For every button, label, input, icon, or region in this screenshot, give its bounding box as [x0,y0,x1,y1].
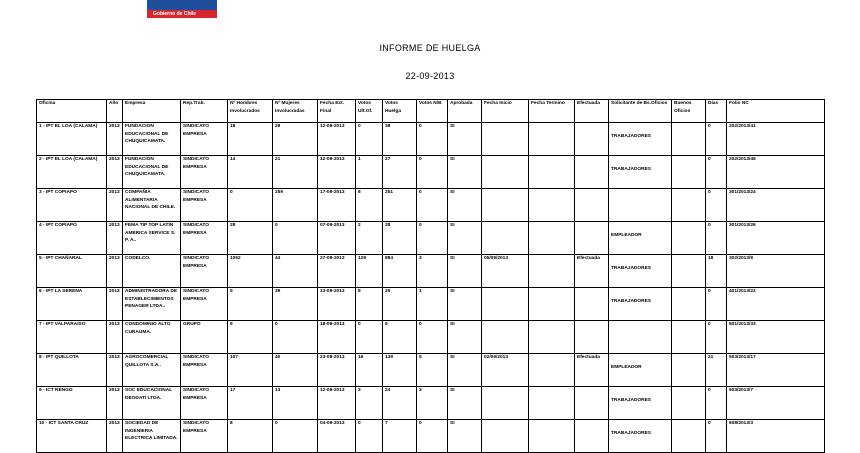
cell-efectuada [575,288,609,321]
cell-solicitante [609,123,672,156]
cell-solicitante [609,255,672,288]
cell-oficina: 3 - IPT COPIAPO [37,189,107,222]
cell-votos-nb: 0 [417,123,448,156]
cell-folio: 301/2013/24 [727,189,825,222]
cell-aprobada: SI [448,387,482,420]
cell-rep: SINDICATO EMPRESA [181,123,228,156]
cell-empresa: FUNDACION EDUCACIONAL DE CHUQUICAMATA. [123,156,181,189]
cell-anio: 2013 [107,222,123,255]
cell-fecha-termino [529,387,575,420]
cell-dias: 0 [706,156,727,189]
cell-votos-ult: 0 [356,321,383,354]
cell-rep: GRUPO [181,321,228,354]
cell-votos-ult: 16 [356,354,383,387]
cell-fecha-termino [529,222,575,255]
cell-votos-nb: 3 [417,387,448,420]
cell-oficina: 2 - IPT EL LOA (CALAMA) [37,156,107,189]
cell-oficina: 6 - IPT LA SERENA [37,288,107,321]
cell-buenos [672,354,706,387]
cell-hombres: 14 [228,156,273,189]
col-solicitante: Solicitante de Bs.Oficios [609,100,672,123]
col-hombres: Nº Hombres Involucrados [228,100,273,123]
col-fecha-ext: Fecha Ext. Final [318,100,356,123]
cell-folio: 503/2013/17 [727,354,825,387]
cell-efectuada [575,321,609,354]
cell-folio: 608/2013/3 [727,420,825,453]
cell-dias: 0 [706,189,727,222]
cell-fecha-inicio [482,288,529,321]
cell-anio: 2013 [107,354,123,387]
cell-efectuada [575,222,609,255]
cell-solicitante [609,222,672,255]
cell-efectuada [575,189,609,222]
cell-rep: SINDICATO EMPRESA [181,255,228,288]
cell-fecha-ext: 12-09-2013 [318,156,356,189]
cell-votos-nb: 1 [417,288,448,321]
cell-folio: 603/2013/7 [727,387,825,420]
cell-votos-huelga: 27 [383,156,417,189]
cell-aprobada: SI [448,123,482,156]
cell-anio: 2013 [107,288,123,321]
table-row [37,354,825,387]
cell-folio: 202/2013/41 [727,123,825,156]
cell-empresa: SOCIEDAD DE INGENIERIA ELECTRICA LIMITADA. [123,420,181,453]
cell-efectuada [575,123,609,156]
col-votos-ult: Votos Ult.Of. [356,100,383,123]
cell-oficina: 1 - IPT EL LOA (CALAMA) [37,123,107,156]
cell-fecha-inicio [482,321,529,354]
cell-aprobada: SI [448,189,482,222]
cell-folio: 301/2013/26 [727,222,825,255]
cell-fecha-ext: 23-08-2013 [318,354,356,387]
cell-mujeres: 0 [273,222,318,255]
cell-fecha-termino [529,288,575,321]
cell-anio: 2013 [107,123,123,156]
cell-rep: SINDICATO EMPRESA [181,288,228,321]
cell-fecha-inicio [482,189,529,222]
col-aprobada: Aprobada [448,100,482,123]
cell-hombres: 28 [228,222,273,255]
cell-votos-nb: 0 [417,189,448,222]
cell-votos-huelga: 7 [383,420,417,453]
cell-mujeres: 44 [273,255,318,288]
solicitante-value: TRABAJADORES [611,398,651,403]
cell-dias: 0 [706,222,727,255]
col-rep-trab: Rep.Trab. [181,100,228,123]
col-buenos-oficios: Buenos Oficios [672,100,706,123]
cell-solicitante [609,321,672,354]
logo-red-band [147,10,217,18]
logo-blue-band [147,0,217,10]
cell-votos-nb: 0 [417,156,448,189]
cell-aprobada: SI [448,420,482,453]
report-date: 22-09-2013 [405,71,455,81]
cell-fecha-inicio: 02/09/2013 [482,354,529,387]
cell-votos-huelga: 38 [383,123,417,156]
col-fecha-termino: Fecha Termino [529,100,575,123]
cell-votos-ult: 8 [356,288,383,321]
cell-fecha-inicio [482,387,529,420]
cell-solicitante [609,288,672,321]
cell-buenos [672,420,706,453]
cell-solicitante [609,354,672,387]
cell-fecha-ext: 12-09-2013 [318,123,356,156]
cell-fecha-ext: 04-09-2013 [318,420,356,453]
cell-oficina: 9 - ICT RENGO [37,387,107,420]
cell-fecha-ext: 18-09-2013 [318,321,356,354]
cell-hombres: 1052 [228,255,273,288]
cell-votos-huelga: 139 [383,354,417,387]
cell-aprobada: SI [448,321,482,354]
col-empresa: Empresa [123,100,181,123]
table-row [37,321,825,354]
cell-votos-nb: 5 [417,354,448,387]
cell-empresa: CONDOMINIO ALTO CURAUMA. [123,321,181,354]
cell-empresa: FUNDACION EDUCACIONAL DE CHUQUICAMATA. [123,123,181,156]
cell-votos-ult: 8 [356,189,383,222]
solicitante-value: TRABAJADORES [611,134,651,139]
cell-votos-huelga: 28 [383,222,417,255]
cell-fecha-termino [529,420,575,453]
cell-solicitante [609,156,672,189]
cell-fecha-termino [529,189,575,222]
table-row [37,156,825,189]
cell-efectuada [575,156,609,189]
cell-hombres: 107 [228,354,273,387]
cell-anio: 2013 [107,255,123,288]
col-fecha-inicio: Fecha Inicio [482,100,529,123]
cell-mujeres: 39 [273,288,318,321]
col-folio: Folio NC [727,100,825,123]
report-title: INFORME DE HUELGA [379,43,481,53]
cell-hombres: 9 [228,321,273,354]
cell-folio: 401/2013/22 [727,288,825,321]
cell-oficina: 7 - IPT VALPARAISO [37,321,107,354]
cell-fecha-ext: 13-09-2013 [318,288,356,321]
cell-anio: 2013 [107,387,123,420]
cell-dias: 0 [706,288,727,321]
cell-mujeres: 0 [273,420,318,453]
cell-buenos [672,321,706,354]
cell-fecha-ext: 12-09-2013 [318,387,356,420]
cell-dias: 0 [706,123,727,156]
cell-oficina: 10 - ICT SANTA CRUZ [37,420,107,453]
cell-votos-ult: 3 [356,387,383,420]
cell-dias: 0 [706,420,727,453]
cell-votos-nb: 0 [417,222,448,255]
cell-buenos [672,222,706,255]
cell-votos-huelga: 884 [383,255,417,288]
col-dias: Días [706,100,727,123]
table-header-row [37,100,825,123]
cell-mujeres: 28 [273,123,318,156]
cell-hombres: 8 [228,420,273,453]
cell-rep: SINDICATO EMPRESA [181,156,228,189]
table-row [37,288,825,321]
col-oficina: Oficina [37,100,107,123]
cell-empresa: ADMINISTRADORA DE ESTABLECIMIENTOS PENAGER LTDA.. [123,288,181,321]
cell-oficina: 5 - IPT CHAÑARAL [37,255,107,288]
table-row [37,123,825,156]
cell-hombres: 5 [228,288,273,321]
cell-votos-huelga: 24 [383,387,417,420]
table-row [37,189,825,222]
cell-rep: SINDICATO EMPRESA [181,354,228,387]
cell-efectuada: Efectuada [575,354,609,387]
table-row [37,255,825,288]
cell-rep: SINDICATO EMPRESA [181,189,228,222]
cell-fecha-inicio [482,222,529,255]
gobierno-logo [147,0,217,18]
cell-votos-ult: 0 [356,420,383,453]
cell-votos-huelga: 251 [383,189,417,222]
cell-fecha-inicio [482,156,529,189]
cell-fecha-termino [529,321,575,354]
table-row [37,222,825,255]
col-efectuada: Efectuada [575,100,609,123]
cell-anio: 2013 [107,420,123,453]
cell-aprobada: SI [448,156,482,189]
solicitante-value: TRABAJADORES [611,299,651,304]
cell-aprobada: SI [448,354,482,387]
cell-rep: SINDICATO EMPRESA [181,387,228,420]
cell-empresa: SOC EDUCACIONAL DEODATI LTDA. [123,387,181,420]
cell-hombres: 17 [228,387,273,420]
cell-votos-ult: 2 [356,222,383,255]
cell-dias: 0 [706,321,727,354]
cell-fecha-inicio [482,123,529,156]
cell-votos-nb: 0 [417,321,448,354]
cell-mujeres: 0 [273,321,318,354]
strike-report-table [36,99,825,453]
col-anio: Año [107,100,123,123]
table-row [37,420,825,453]
solicitante-value: TRABAJADORES [611,167,651,172]
cell-buenos [672,189,706,222]
cell-rep: SINDICATO EMPRESA [181,222,228,255]
cell-solicitante [609,387,672,420]
solicitante-value: EMPLEADOR [611,233,642,238]
cell-fecha-ext: 27-08-2013 [318,255,356,288]
cell-buenos [672,387,706,420]
cell-fecha-termino [529,354,575,387]
cell-folio: 302/2013/8 [727,255,825,288]
cell-aprobada: SI [448,255,482,288]
cell-buenos [672,288,706,321]
cell-votos-nb: 3 [417,255,448,288]
cell-fecha-termino [529,156,575,189]
cell-aprobada: SI [448,222,482,255]
col-mujeres: Nº Mujeres Involucradas [273,100,318,123]
cell-solicitante [609,189,672,222]
cell-oficina: 8 - IPT QUILLOTA [37,354,107,387]
cell-fecha-termino [529,123,575,156]
cell-efectuada [575,420,609,453]
cell-empresa: FEMA TIP TOP LATIN AMERICA SERVICE S. P. A.. [123,222,181,255]
cell-votos-ult: 0 [356,123,383,156]
cell-mujeres: 13 [273,387,318,420]
cell-votos-huelga: 9 [383,321,417,354]
cell-efectuada [575,387,609,420]
cell-votos-ult: 1 [356,156,383,189]
solicitante-value: EMPLEADOR [611,365,642,370]
cell-mujeres: 40 [273,354,318,387]
cell-mujeres: 21 [273,156,318,189]
cell-rep: SINDICATO EMPRESA [181,420,228,453]
cell-anio: 2013 [107,156,123,189]
cell-fecha-inicio [482,420,529,453]
cell-fecha-inicio: 05/09/2013 [482,255,529,288]
cell-oficina: 4 - IPT COPIAPO [37,222,107,255]
cell-empresa: COMPAÑIA ALIMENTARIA NACIONAL DE CHILE. [123,189,181,222]
cell-dias: 18 [706,255,727,288]
cell-efectuada: Efectuada [575,255,609,288]
cell-buenos [672,156,706,189]
cell-solicitante [609,420,672,453]
cell-empresa: AGROCOMERCIAL QUILLOTA S.A.. [123,354,181,387]
cell-fecha-ext: 07-09-2013 [318,222,356,255]
cell-anio: 2013 [107,321,123,354]
cell-folio: 202/2013/45 [727,156,825,189]
solicitante-value: TRABAJADORES [611,266,651,271]
cell-votos-ult: 129 [356,255,383,288]
cell-folio: 501/2013/33 [727,321,825,354]
col-votos-nb: Votos N/B [417,100,448,123]
cell-anio: 2013 [107,189,123,222]
cell-fecha-ext: 17-09-2013 [318,189,356,222]
cell-dias: 21 [706,354,727,387]
cell-votos-nb: 0 [417,420,448,453]
logo-text: Gobierno de Chile [153,11,197,17]
cell-hombres: 0 [228,189,273,222]
cell-mujeres: 259 [273,189,318,222]
cell-empresa: CODELCO. [123,255,181,288]
solicitante-value: TRABAJADORES [611,431,651,436]
table-row [37,387,825,420]
cell-buenos [672,255,706,288]
cell-votos-huelga: 25 [383,288,417,321]
cell-dias: 0 [706,387,727,420]
cell-hombres: 18 [228,123,273,156]
cell-fecha-termino [529,255,575,288]
col-votos-huelga: Votos Huelga [383,100,417,123]
cell-aprobada: SI [448,288,482,321]
cell-buenos [672,123,706,156]
